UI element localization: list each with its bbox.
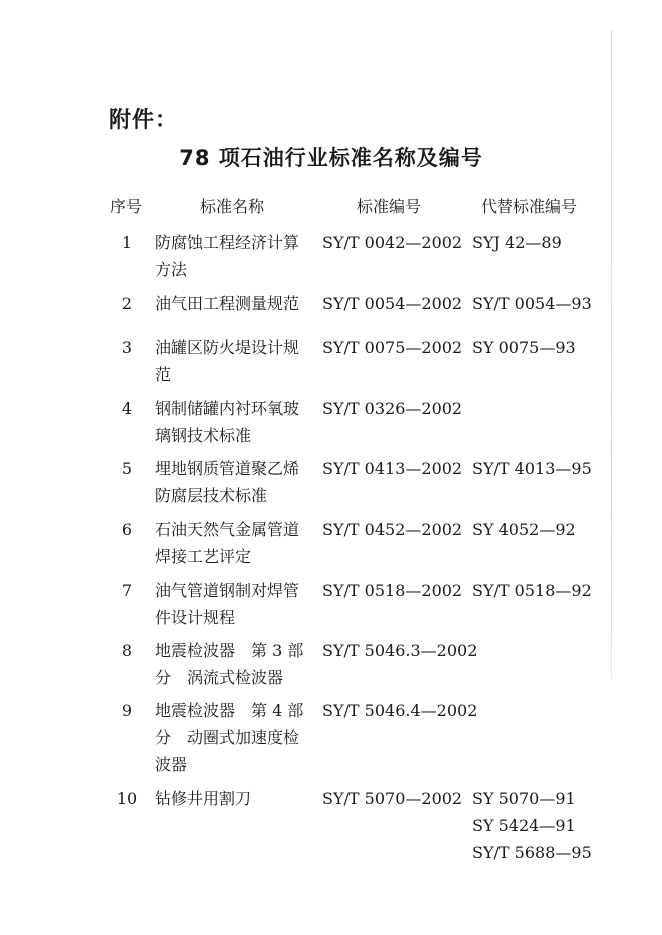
standard-name-line: 油气田工程测量规范 [155, 294, 300, 313]
replaced-code-line: SY 4052—92 [472, 520, 576, 539]
standard-name [155, 290, 317, 317]
standard-code: SY/T 0518—2002 [322, 581, 463, 600]
standard-name-line: 分 动圈式加速度检 [155, 728, 300, 747]
standard-code: SY/T 5046.3—2002 [322, 641, 478, 660]
replaced-code-line: SY/T 0518—92 [472, 581, 592, 600]
standard-code: SY/T 0326—2002 [322, 399, 463, 418]
standard-name-line: 方法 [155, 260, 188, 279]
replaced-code-line: SY 5070—91 [472, 789, 576, 808]
replaced-code [472, 334, 576, 361]
standard-code: SY/T 0075—2002 [322, 338, 463, 357]
standard-name-line: 分 涡流式检波器 [155, 668, 284, 687]
replaced-code [472, 290, 592, 317]
standard-name-line: 地震检波器 第 3 部 [155, 641, 304, 660]
replaced-code-line: SY/T 4013—95 [472, 459, 592, 478]
header-no: 序号 [110, 197, 143, 216]
row-number: 2 [121, 294, 133, 313]
standard-name [155, 785, 317, 812]
standard-name-line: 钢制储罐内衬环氧玻 [155, 399, 300, 418]
row-number: 9 [121, 701, 133, 720]
replaced-code-line: SY 5424—91 [472, 816, 576, 835]
replaced-code-line: SY/T 5688—95 [472, 843, 592, 862]
document-title: 78 项石油行业标准名称及编号 [179, 146, 483, 170]
standard-code: SY/T 0042—2002 [322, 233, 463, 252]
row-number: 10 [116, 789, 138, 808]
standard-code: SY/T 0054—2002 [322, 294, 463, 313]
standard-name [155, 395, 317, 449]
replaced-code [472, 516, 576, 543]
row-number: 1 [121, 233, 133, 252]
standard-name-line: 范 [155, 365, 172, 384]
row-number: 6 [121, 520, 133, 539]
row-number: 8 [121, 641, 133, 660]
standard-name-line: 防腐层技术标准 [155, 486, 268, 505]
replaced-code [472, 455, 592, 482]
replaced-code [472, 577, 592, 604]
standard-name-line: 埋地钢质管道聚乙烯 [155, 459, 300, 478]
standard-name-line: 地震检波器 第 4 部 [155, 701, 304, 720]
header-code: 标准编号 [357, 197, 422, 216]
standard-name-line: 璃钢技术标准 [155, 426, 252, 445]
standard-code: SY/T 0413—2002 [322, 459, 463, 478]
table-header [0, 194, 662, 218]
standard-name-line: 油气管道钢制对焊管 [155, 581, 300, 600]
header-replaced: 代替标准编号 [481, 197, 578, 216]
standard-name-line: 钻修井用割刀 [155, 789, 252, 808]
attachment-label: 附件： [109, 108, 179, 133]
standard-name [155, 229, 317, 283]
standard-name-line: 件设计规程 [155, 608, 236, 627]
standard-code: SY/T 5046.4—2002 [322, 701, 478, 720]
replaced-code [472, 785, 592, 866]
standard-name [155, 697, 317, 778]
standard-name-line: 油罐区防火堤设计规 [155, 338, 300, 357]
replaced-code-line: SYJ 42—89 [472, 233, 562, 252]
standard-name-line: 焊接工艺评定 [155, 547, 252, 566]
standard-name [155, 577, 317, 631]
standard-code: SY/T 5070—2002 [322, 789, 463, 808]
standard-name-line: 防腐蚀工程经济计算 [155, 233, 300, 252]
row-number: 7 [121, 581, 133, 600]
scan-margin-line [611, 30, 612, 680]
standard-name [155, 637, 317, 691]
row-number: 4 [121, 399, 133, 418]
header-name: 标准名称 [200, 197, 265, 216]
standard-name [155, 334, 317, 388]
standard-name-line: 石油天然气金属管道 [155, 520, 300, 539]
replaced-code-line: SY/T 0054—93 [472, 294, 592, 313]
replaced-code-line: SY 0075—93 [472, 338, 576, 357]
standard-code: SY/T 0452—2002 [322, 520, 463, 539]
standard-name-line: 波器 [155, 755, 188, 774]
replaced-code [472, 229, 562, 256]
row-number: 3 [121, 338, 133, 357]
row-number: 5 [121, 459, 133, 478]
standard-name [155, 455, 317, 509]
standard-name [155, 516, 317, 570]
